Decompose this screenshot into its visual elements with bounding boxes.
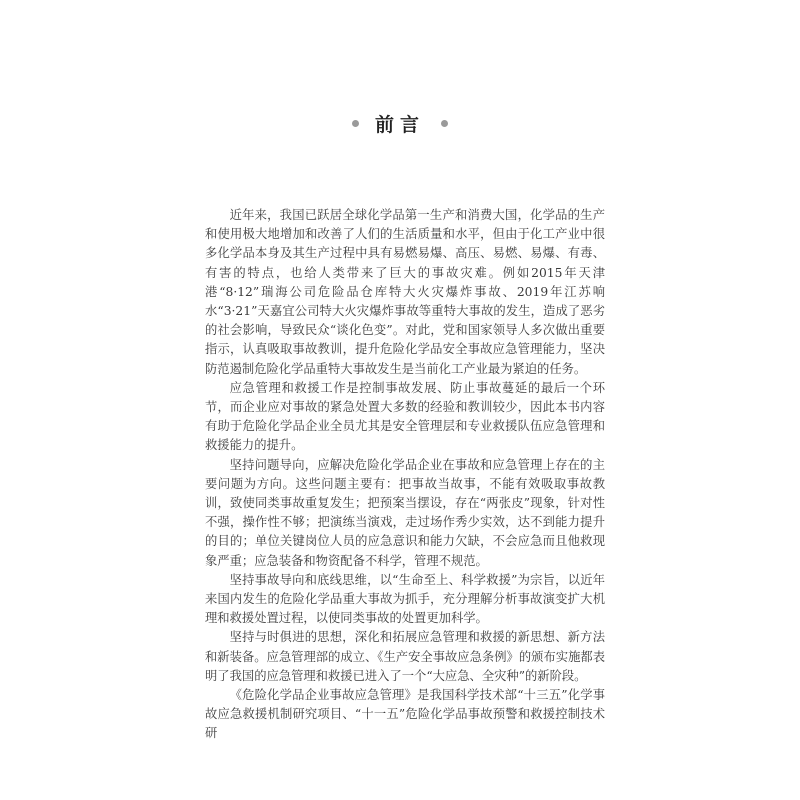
paragraph-3: 坚持问题导向，应解决危险化学品企业在事故和应急管理上存在的主要问题为方向。这些问题主要有：把事故当故事，不能有效吸取事故教训，致使同类事故重复发生；把预案当摆设，存在“两张皮”现象，针对性不强，操作性不够；把演练当演戏，走过场作秀少实效，达不到能力提升的目的；单位关键岗位人员的应急意识和能力欠缺，不会应急而且他救现象严重；应急装备和物资配备不科学，管理不规范。 <box>205 457 605 568</box>
title-left-dot <box>352 120 359 127</box>
paragraph-1: 近年来，我国已跃居全球化学品第一生产和消费大国，化学品的生产和使用极大地增加和改善了人们的生活质量和水平，但由于化工产业中很多化学品本身及其生产过程中具有易燃易爆、高压、易燃、易爆、有毒、有害的特点，也给人类带来了巨大的事故灾难。例如2015年天津港“8·12”瑞海公司危险品仓库特大火灾爆炸事故、2019年江苏响水“3·21”天嘉宜公司特大火灾爆炸事故等重特大事故的发生，造成了恶劣的社会影响，导致民众“谈化色变”。对此，党和国家领导人多次做出重要指示，认真吸取事故教训，提升危险化学品安全事故应急管理能力，坚决防范遏制危险化学品重特大事故发生是当前化工产业最为紧迫的任务。 <box>205 208 605 376</box>
paragraph-6: 《危险化学品企业事故应急管理》是我国科学技术部“十三五”化学事故应急救援机制研究项目、“十一五”危险化学品事故预警和救援控制技术研 <box>205 688 605 741</box>
preface-body <box>205 206 605 744</box>
title-right-dot <box>441 120 448 127</box>
title-row <box>0 110 800 137</box>
page-title: 前言 <box>374 114 425 136</box>
paragraph-2: 应急管理和救援工作是控制事故发展、防止事故蔓延的最后一个环节，而企业应对事故的紧急处置大多数的经验和教训较少，因此本书内容有助于危险化学品企业全员尤其是安全管理层和专业救援队伍应急管理和救援能力的提升。 <box>205 380 605 453</box>
paragraph-5: 坚持与时俱进的思想，深化和拓展应急管理和救援的新思想、新方法和新装备。应急管理部的成立、《生产安全事故应急条例》的颁布实施都表明了我国的应急管理和救援已进入了一个“大应急、全灾种”的新阶段。 <box>205 630 605 683</box>
paragraph-4: 坚持事故导向和底线思维，以“生命至上、科学救援”为宗旨，以近年来国内发生的危险化学品重大事故为抓手，充分理解分析事故演变扩大机理和救援处置过程，以使同类事故的处置更加科学。 <box>205 572 605 626</box>
